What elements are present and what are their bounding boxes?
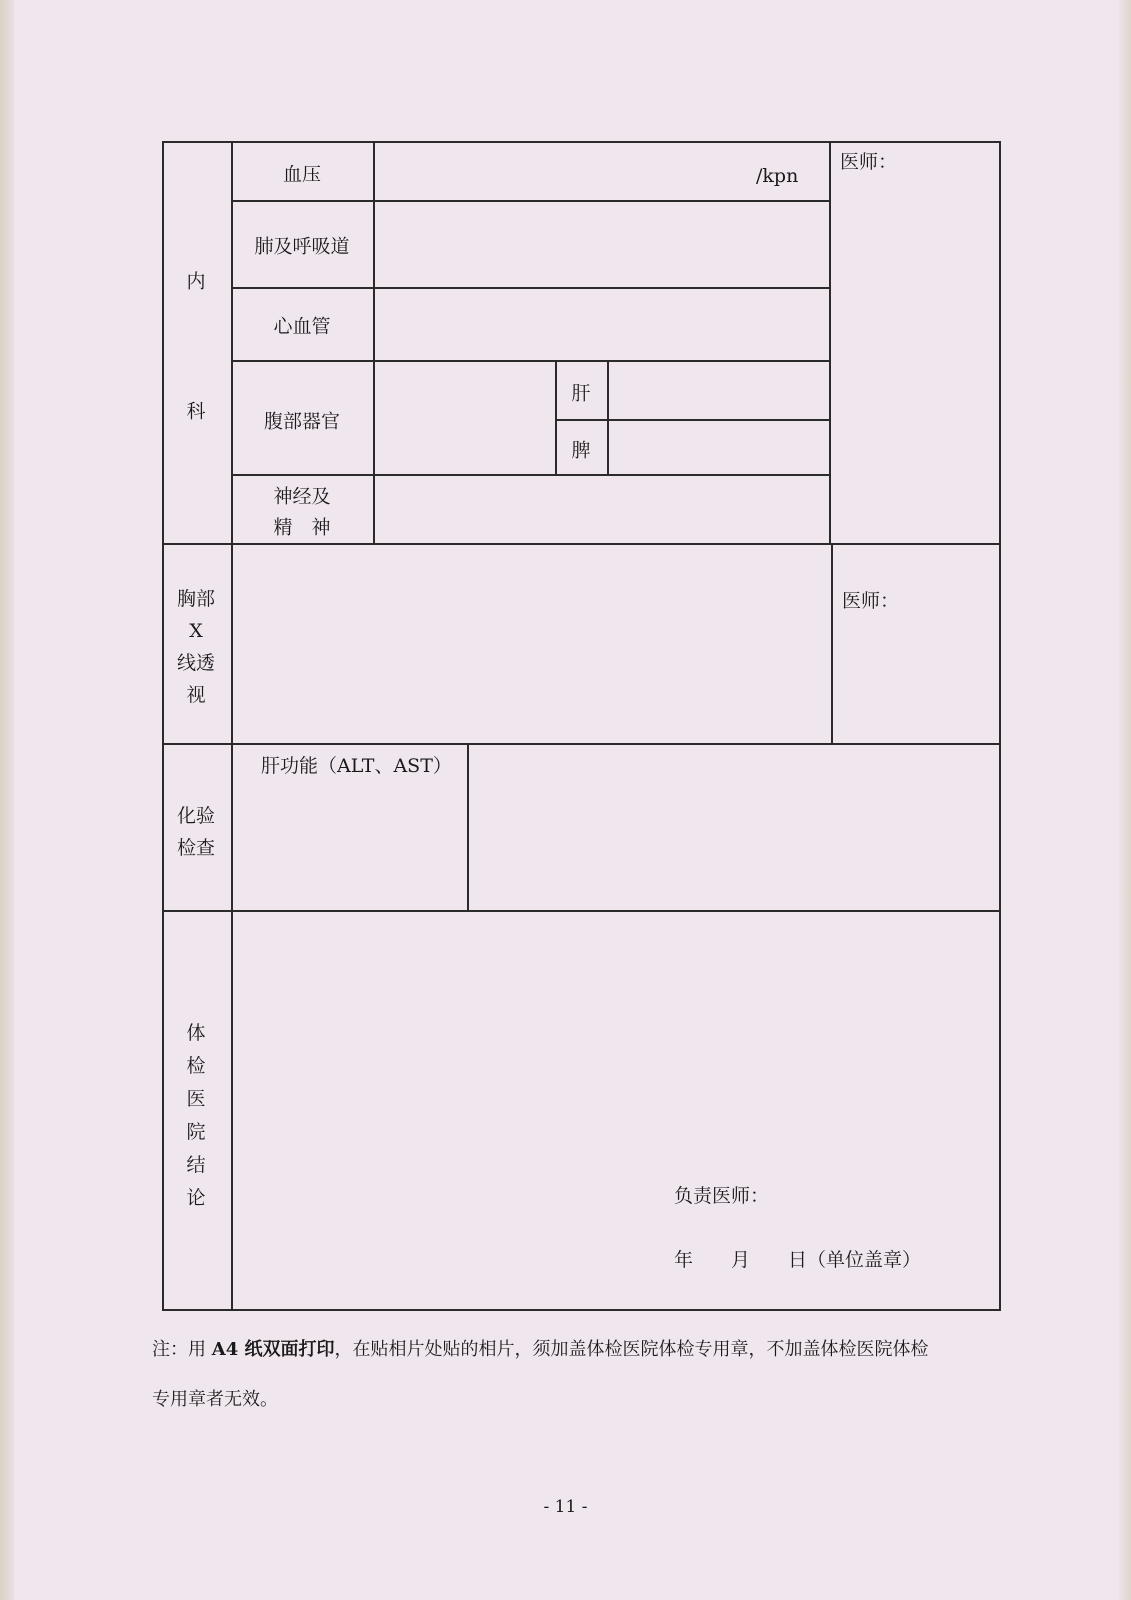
footnote-prefix: 注：用: [152, 1339, 212, 1360]
xray-label-line: X: [189, 620, 203, 642]
conclusion-label-char: 论: [186, 1187, 206, 1209]
conclusion-label-char: 医: [186, 1088, 206, 1110]
table-border-top: [162, 141, 1001, 143]
table-border-right: [999, 141, 1001, 1311]
page-number: - 11 -: [543, 1497, 588, 1517]
xray-section-label: [177, 583, 215, 711]
neike-row-divider: [231, 287, 831, 289]
xray-label-line: 视: [186, 684, 206, 706]
abdomen-organ-divider: [555, 360, 557, 476]
neike-row-divider: [231, 200, 831, 202]
conclusion-label-char: 结: [186, 1154, 206, 1176]
footnote-line-2: 专用章者无效。: [152, 1389, 278, 1410]
liver-function-label: 肝功能（ALT、AST）: [261, 755, 452, 777]
label-column-divider: [231, 141, 233, 1311]
xray-label-line: 胸部: [176, 588, 216, 610]
abdomen-organ-divider: [607, 360, 609, 476]
liver-spleen-divider: [555, 419, 831, 421]
neuro-label-line2: 精 神: [273, 516, 331, 539]
paper-edge: [1119, 0, 1131, 1600]
responsible-doctor-label: 负责医师：: [674, 1185, 770, 1207]
lab-label-line: 检查: [176, 837, 216, 859]
xray-doctor-divider: [831, 543, 833, 745]
section-label-neike-2: 科: [186, 400, 206, 423]
section-label-neike-1: 内: [186, 270, 206, 293]
neuro-label-line1: 神经及: [273, 485, 331, 508]
neike-doctor-label: 医师：: [840, 151, 898, 173]
footnote-rest: ，在贴相片处贴的相片，须加盖体检医院体检专用章，不加盖体检医院体检: [334, 1339, 929, 1360]
blood-pressure-unit: /kpn: [756, 165, 799, 187]
abdomen-label: 腹部器官: [263, 410, 341, 433]
section-divider: [162, 543, 1001, 545]
footnote-line-1: [152, 1335, 929, 1361]
xray-label-line: 线透: [176, 652, 216, 674]
footnote-bold: A4 纸双面打印: [211, 1339, 335, 1360]
conclusion-label-char: 体: [186, 1022, 206, 1044]
neike-row-divider: [231, 360, 831, 362]
lab-section-label: [177, 800, 215, 864]
liver-label: 肝: [571, 382, 591, 405]
spleen-label: 脾: [571, 439, 591, 462]
section-divider: [162, 743, 1001, 745]
table-border-left: [162, 141, 164, 1311]
conclusion-label-char: 检: [186, 1055, 206, 1077]
xray-doctor-label: 医师：: [842, 590, 900, 612]
paper-edge: [0, 0, 14, 1600]
lungs-label: 肺及呼吸道: [254, 235, 350, 258]
conclusion-label-char: 院: [186, 1121, 206, 1143]
neike-row-divider: [231, 474, 831, 476]
cardio-label: 心血管: [273, 315, 331, 338]
conclusion-section-label: [186, 1017, 205, 1215]
section-divider: [162, 910, 1001, 912]
lab-divider: [467, 743, 469, 912]
table-border-bottom: [162, 1309, 1001, 1311]
lab-label-line: 化验: [176, 805, 216, 827]
date-stamp-line: 年 月 日（单位盖章）: [674, 1249, 922, 1271]
blood-pressure-label: 血压: [282, 163, 322, 186]
